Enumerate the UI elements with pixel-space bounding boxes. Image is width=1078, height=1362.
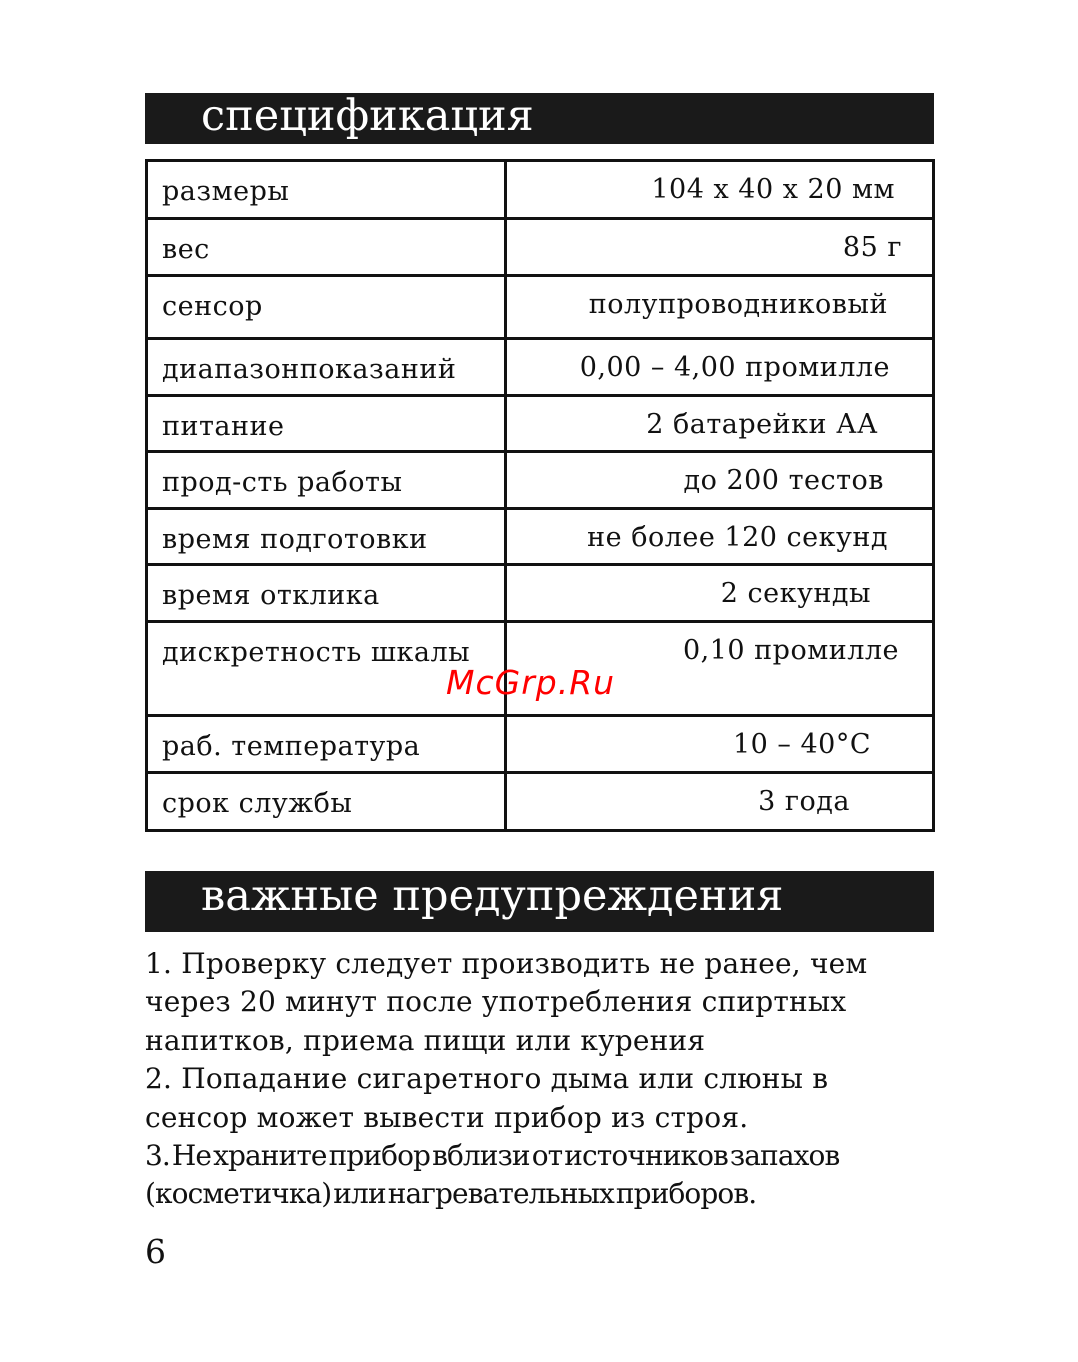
- param-cell: вес: [147, 219, 506, 276]
- warnings-section-header: [145, 871, 934, 932]
- table-row: [147, 452, 934, 509]
- spec-table: [145, 159, 935, 832]
- value-text: 3 года: [758, 786, 850, 817]
- value-cell: [506, 339, 934, 396]
- table-row: [147, 716, 934, 773]
- spec-section-header: [145, 93, 934, 144]
- param-cell: размеры: [147, 161, 506, 219]
- value-text: 2 секунды: [720, 578, 871, 609]
- param-cell: срок службы: [147, 773, 506, 831]
- param-cell: питание: [147, 396, 506, 452]
- param-cell: сенсор: [147, 276, 506, 339]
- value-cell: [506, 452, 934, 509]
- value-text: 0,00 – 4,00 промилле: [579, 352, 890, 383]
- table-row: [147, 339, 934, 396]
- table-row: [147, 565, 934, 622]
- spec-title: спецификация: [201, 91, 534, 141]
- param-cell: дискретность шкалы: [147, 622, 506, 716]
- value-cell: [506, 396, 934, 452]
- value-cell: [506, 219, 934, 276]
- warnings-title: важные предупреждения: [201, 871, 784, 921]
- value-text: 85 г: [842, 232, 902, 263]
- value-text: до 200 тестов: [683, 465, 884, 496]
- value-cell: [506, 276, 934, 339]
- warning-item: 2. Попадание сигаретного дыма или слюны в сенсор может вывести прибор из строя.: [145, 1062, 829, 1134]
- param-cell: диапазонпоказаний: [147, 339, 506, 396]
- table-row: [147, 509, 934, 565]
- param-cell: раб. температура: [147, 716, 506, 773]
- value-cell: [506, 716, 934, 773]
- value-text: полупроводниковый: [588, 289, 888, 320]
- param-cell: прод-сть работы: [147, 452, 506, 509]
- value-cell: [506, 509, 934, 565]
- table-row: [147, 773, 934, 831]
- warnings-list: [145, 945, 945, 1214]
- page-number: 6: [145, 1232, 166, 1271]
- value-cell: [506, 565, 934, 622]
- param-cell: время подготовки: [147, 509, 506, 565]
- value-text: не более 120 секунд: [587, 522, 888, 553]
- warning-item: 1. Проверку следует производить не ранее, чем через 20 минут после употребления спиртных напитков, приема пищи или курения: [145, 947, 868, 1057]
- table-row: [147, 276, 934, 339]
- value-cell: [506, 773, 934, 831]
- value-text: 2 батарейки АА: [646, 409, 878, 440]
- param-cell: время отклика: [147, 565, 506, 622]
- table-row: [147, 161, 934, 219]
- warning-item: 3. Не храните прибор вблизи от источников запахов (косметичка) или нагревательных приборов.: [145, 1139, 840, 1211]
- value-text: 0,10 промилле: [682, 635, 899, 666]
- value-text: 104 х 40 х 20 мм: [651, 174, 895, 205]
- table-row: [147, 219, 934, 276]
- watermark: McGrp.Ru: [446, 663, 616, 702]
- value-cell: [506, 161, 934, 219]
- table-row: [147, 396, 934, 452]
- value-text: 10 – 40°С: [732, 729, 871, 760]
